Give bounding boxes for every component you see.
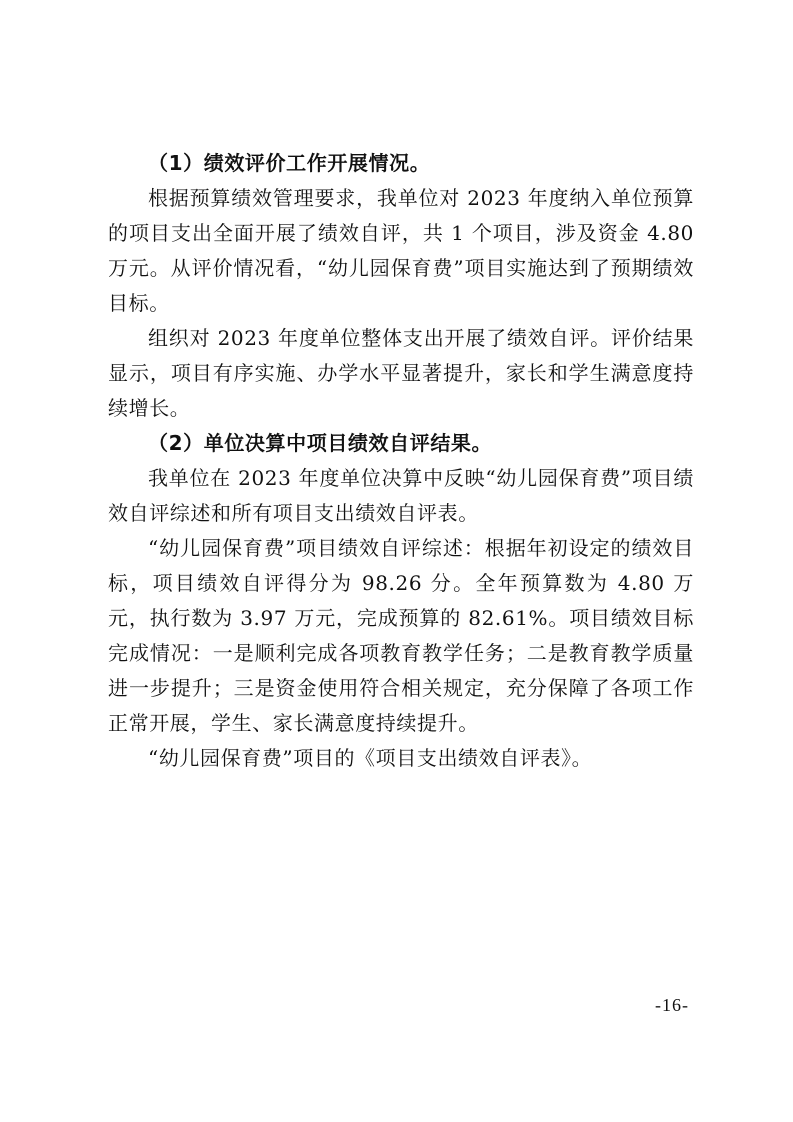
paragraph-overall-expenditure-evaluation: 组织对 2023 年度单位整体支出开展了绩效自评。评价结果显示，项目有序实施、办学水平显著提升，家长和学生满意度持续增长。	[108, 326, 694, 420]
document-body	[108, 146, 694, 776]
paragraph-project-evaluation-summary: “幼儿园保育费”项目绩效自评综述：根据年初设定的绩效目标，项目绩效自评得分为 98.26 分。全年预算数为 4.80 万元，执行数为 3.97 万元，完成预算的 82.61%。项目绩效目标完成情况：一是顺利完成各项教育教学任务；二是教育教学质量进一步提升；三是资金使用符合相关规定，充分保障了各项工作正常开展，学生、家长满意度持续提升。	[108, 536, 694, 735]
section-heading-performance-evaluation: （1）绩效评价工作开展情况。	[148, 151, 431, 175]
paragraph-evaluation-table-reference: “幼儿园保育费”项目的《项目支出绩效自评表》。	[148, 746, 593, 770]
section-heading-final-accounts-results: （2）单位决算中项目绩效自评结果。	[148, 431, 493, 455]
paragraph-final-accounts-reflection: 我单位在 2023 年度单位决算中反映“幼儿园保育费”项目绩效自评综述和所有项目支出绩效自评表。	[108, 466, 694, 525]
page-number: -16-	[655, 995, 689, 1015]
paragraph-project-self-evaluation: 根据预算绩效管理要求，我单位对 2023 年度纳入单位预算的项目支出全面开展了绩效自评，共 1 个项目，涉及资金 4.80 万元。从评价情况看，“幼儿园保育费”项目实施达到了预期绩效目标。	[108, 186, 694, 315]
